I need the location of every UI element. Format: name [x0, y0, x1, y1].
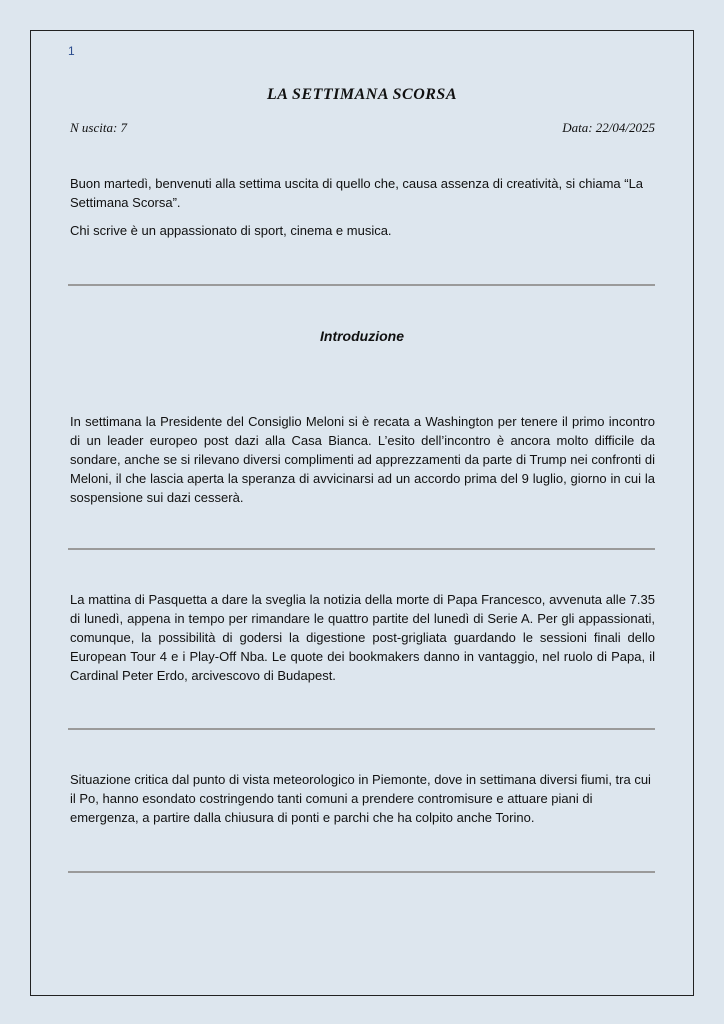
issue-number: N uscita: 7	[70, 120, 128, 135]
newsletter-title: LA SETTIMANA SCORSA	[266, 86, 457, 103]
author-paragraph: Chi scrive è un appassionato di sport, cinema e musica.	[70, 223, 392, 238]
issue-meta-row	[70, 120, 655, 136]
page-number: 1	[68, 44, 75, 58]
section-heading: Introduzione	[320, 328, 404, 344]
welcome-paragraph: Buon martedì, benvenuti alla settima uscita di quello che, causa assenza di creatività, si chiama “La Settimana Scorsa”.	[70, 176, 644, 210]
article-text: La mattina di Pasquetta a dare la sveglia la notizia della morte di Papa Francesco, avvenuta alle 7.35 di lunedì, appena in tempo per rimandare le quattro partite del lunedì di Serie A. Per gli appassionati, comunque, la possibilità di godersi la digestione post-grigliata guardando le sessioni finali dello European Tour 4 e i Play-Off Nba. Le quote dei bookmakers danno in vantaggio, nel ruolo di Papa, il Cardinal Peter Erdo, arcivescovo di Budapest.	[70, 592, 655, 683]
intro-block	[70, 174, 655, 240]
section-divider	[68, 284, 655, 286]
section-divider	[68, 548, 655, 550]
article-text: Situazione critica dal punto di vista meteorologico in Piemonte, dove in settimana diversi fiumi, tra cui il Po, hanno esondato costringendo tanti comuni a prendere contromisure e attuare piani di emergenza, a partire dalla chiusura di ponti e parchi che ha colpito anche Torino.	[70, 772, 651, 825]
section-divider	[68, 728, 655, 730]
article-paragraph	[70, 770, 655, 827]
issue-date: Data: 22/04/2025	[562, 120, 655, 135]
article-text: In settimana la Presidente del Consiglio Meloni si è recata a Washington per tenere il primo incontro di un leader europeo post dazi alla Casa Bianca. L’esito dell’incontro è ancora molto difficile da sondare, anche se si rilevano diversi complimenti ad apprezzamenti da parte di Trump nei confronti di Meloni, il che lascia aperta la speranza di avvicinarsi ad un accordo prima del 9 luglio, giorno in cui la sospensione sui dazi cesserà.	[70, 414, 655, 505]
article-paragraph	[70, 412, 655, 507]
section-divider	[68, 871, 655, 873]
article-paragraph	[70, 590, 655, 685]
